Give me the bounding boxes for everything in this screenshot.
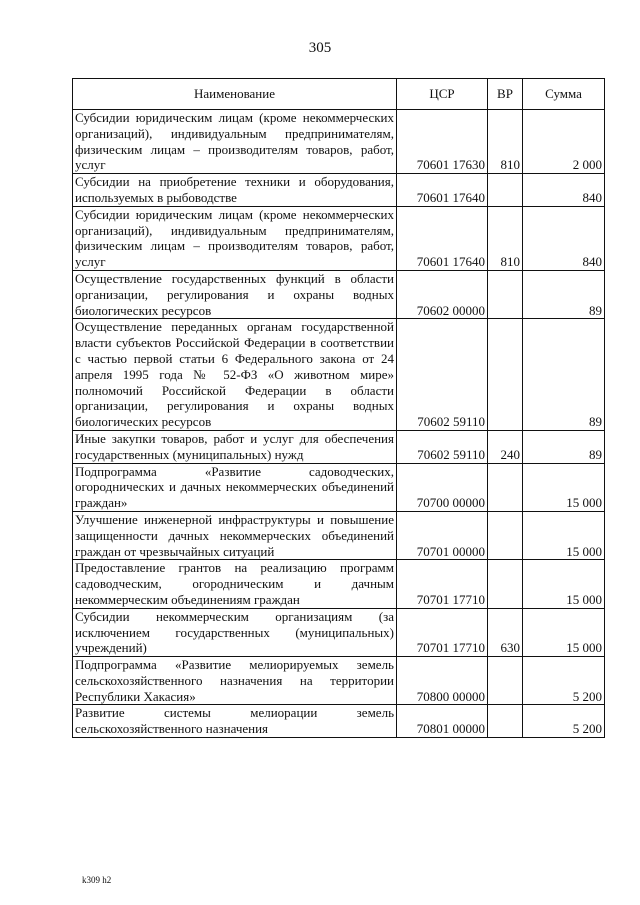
row-name: Субсидии некоммерческим организациям (за исключением государственных (муниципальных) учреждений) <box>73 608 397 656</box>
row-sum: 840 <box>523 206 605 270</box>
header-sum: Сумма <box>523 79 605 110</box>
row-csr: 70601 17630 <box>397 110 488 174</box>
table-row <box>73 511 605 559</box>
table-row <box>73 174 605 207</box>
row-vr <box>488 705 523 738</box>
table-row <box>73 110 605 174</box>
row-vr <box>488 511 523 559</box>
row-vr <box>488 319 523 431</box>
table-row <box>73 705 605 738</box>
row-csr: 70701 17710 <box>397 608 488 656</box>
row-sum: 5 200 <box>523 657 605 705</box>
row-vr <box>488 270 523 318</box>
row-sum: 5 200 <box>523 705 605 738</box>
row-name: Предоставление грантов на реализацию программ садоводческим, огородническим и дачным некоммерческим объединениям граждан <box>73 560 397 608</box>
row-vr: 630 <box>488 608 523 656</box>
row-sum: 15 000 <box>523 511 605 559</box>
table-row <box>73 560 605 608</box>
row-vr <box>488 174 523 207</box>
row-csr: 70602 59110 <box>397 319 488 431</box>
row-sum: 89 <box>523 319 605 431</box>
row-vr: 810 <box>488 110 523 174</box>
row-csr: 70701 17710 <box>397 560 488 608</box>
row-name: Иные закупки товаров, работ и услуг для обеспечения государственных (муниципальных) нужд <box>73 430 397 463</box>
row-name: Подпрограмма «Развитие садоводческих, огороднических и дачных некоммерческих объединений граждан» <box>73 463 397 511</box>
header-name: Наименование <box>73 79 397 110</box>
row-name: Субсидии юридическим лицам (кроме некоммерческих организаций), индивидуальным предпринимателям, физическим лицам – производителям товаров, работ, услуг <box>73 206 397 270</box>
row-csr: 70700 00000 <box>397 463 488 511</box>
footer-code: k309 h2 <box>82 875 112 885</box>
row-csr: 70601 17640 <box>397 174 488 207</box>
row-name: Подпрограмма «Развитие мелиорируемых земель сельскохозяйственного назначения на территории Республики Хакасия» <box>73 657 397 705</box>
table-row <box>73 430 605 463</box>
row-csr: 70800 00000 <box>397 657 488 705</box>
row-csr: 70801 00000 <box>397 705 488 738</box>
row-sum: 840 <box>523 174 605 207</box>
row-vr <box>488 657 523 705</box>
row-name: Осуществление государственных функций в области организации, регулирования и охраны водных биологических ресурсов <box>73 270 397 318</box>
row-csr: 70602 00000 <box>397 270 488 318</box>
row-name: Осуществление переданных органам государственной власти субъектов Российской Федерации в соответствии с частью первой статьи 6 Федерального закона от 24 апреля 1995 года № 52-ФЗ «О животном мире» полномочий Российской Федерации в области организации, регулирования и охраны водных биологических ресурсов <box>73 319 397 431</box>
row-sum: 15 000 <box>523 608 605 656</box>
row-sum: 15 000 <box>523 463 605 511</box>
table-row <box>73 319 605 431</box>
row-name: Субсидии на приобретение техники и оборудования, используемых в рыбоводстве <box>73 174 397 207</box>
page-number: 305 <box>308 40 332 56</box>
row-vr <box>488 463 523 511</box>
row-name: Развитие системы мелиорации земель сельскохозяйственного назначения <box>73 705 397 738</box>
row-vr: 240 <box>488 430 523 463</box>
table-row <box>73 270 605 318</box>
table-row <box>73 657 605 705</box>
table-row <box>73 608 605 656</box>
row-csr: 70601 17640 <box>397 206 488 270</box>
row-sum: 89 <box>523 270 605 318</box>
budget-table <box>72 78 605 738</box>
header-csr: ЦСР <box>397 79 488 110</box>
row-name: Улучшение инженерной инфраструктуры и повышение защищенности дачных некоммерческих объединений граждан от чрезвычайных ситуаций <box>73 511 397 559</box>
row-sum: 15 000 <box>523 560 605 608</box>
row-name: Субсидии юридическим лицам (кроме некоммерческих организаций), индивидуальным предпринимателям, физическим лицам – производителям товаров, работ, услуг <box>73 110 397 174</box>
table-header-row <box>73 79 605 110</box>
row-csr: 70602 59110 <box>397 430 488 463</box>
row-vr: 810 <box>488 206 523 270</box>
table-row <box>73 206 605 270</box>
table-row <box>73 463 605 511</box>
row-sum: 89 <box>523 430 605 463</box>
row-sum: 2 000 <box>523 110 605 174</box>
row-csr: 70701 00000 <box>397 511 488 559</box>
row-vr <box>488 560 523 608</box>
header-vr: ВР <box>488 79 523 110</box>
